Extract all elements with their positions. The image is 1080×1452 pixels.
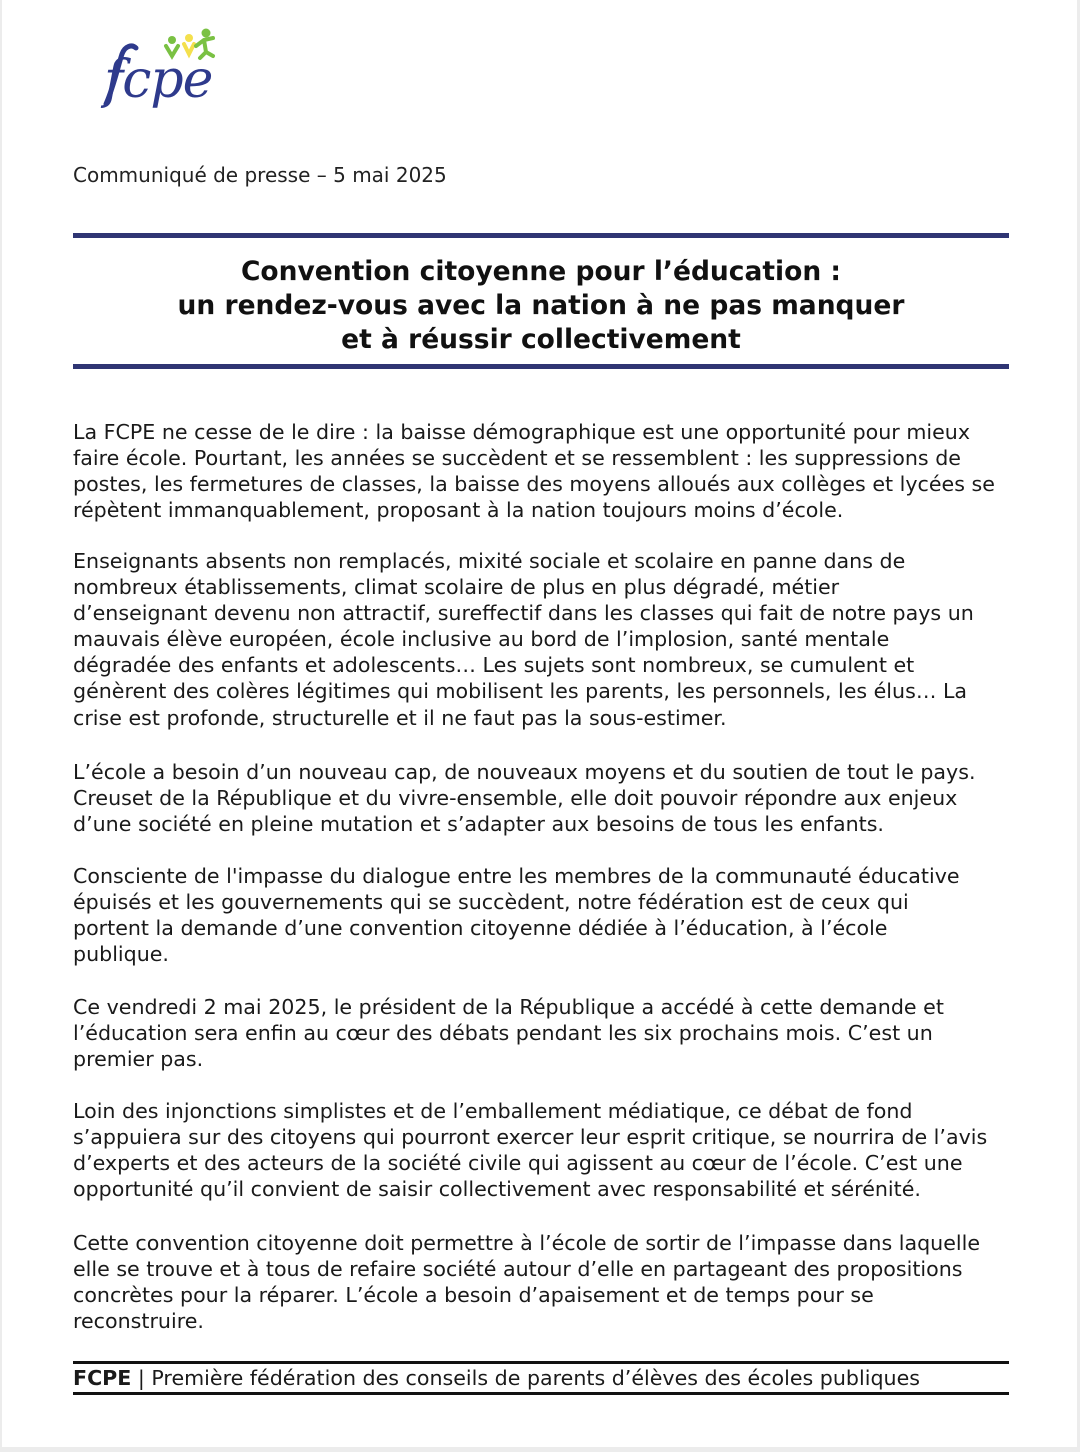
paragraph-line: génèrent des colères légitimes qui mobilisent les parents, les personnels, les élus… La: [73, 679, 968, 704]
fcpe-logo: [92, 26, 222, 118]
paragraph-line: elle se trouve et à tous de refaire société autour d’elle en partageant des propositions: [73, 1257, 963, 1282]
paragraph-line: répètent immanquablement, proposant à la nation toujours moins d’école.: [73, 498, 844, 523]
paragraph-7: [73, 1230, 1013, 1334]
paragraph-line: faire école. Pourtant, les années se succèdent et se ressemblent : les suppressions de: [73, 446, 961, 471]
paragraph-2: [73, 548, 1013, 731]
paragraph-line: Cette convention citoyenne doit permettre à l’école de sortir de l’impasse dans laquelle: [73, 1231, 980, 1255]
footer: [73, 1361, 1009, 1395]
paragraph-line: Consciente de l'impasse du dialogue entre les membres de la communauté éducative: [73, 864, 960, 888]
paragraph-line: nombreux établissements, climat scolaire de plus en plus dégradé, métier: [73, 575, 840, 600]
paragraph-line: Ce vendredi 2 mai 2025, le président de la République a accédé à cette demande et: [73, 995, 944, 1019]
paragraph-line: l’éducation sera enfin au cœur des débats pendant les six prochains mois. C’est un: [73, 1021, 933, 1046]
footer-separator: |: [131, 1366, 152, 1390]
paragraph-line: mauvais élève européen, école inclusive au bord de l’implosion, santé mentale: [73, 627, 890, 652]
paragraph-line: opportunité qu’il convient de saisir collectivement avec responsabilité et sérénité.: [73, 1177, 921, 1202]
paragraph-line: épuisés et les gouvernements qui se succèdent, notre fédération est de ceux qui: [73, 890, 909, 915]
document-page: [2, 0, 1077, 1447]
paragraph-line: La FCPE ne cesse de le dire : la baisse démographique est une opportunité pour mieux: [73, 420, 971, 444]
paragraph-line: L’école a besoin d’un nouveau cap, de nouveaux moyens et du soutien de tout le pays.: [73, 760, 976, 784]
paragraph-5: [73, 994, 1013, 1072]
paragraph-line: Loin des injonctions simplistes et de l’emballement médiatique, ce débat de fond: [73, 1099, 913, 1123]
footer-org: FCPE: [73, 1366, 132, 1390]
paragraph-line: premier pas.: [73, 1047, 204, 1072]
paragraph-6: [73, 1098, 1013, 1202]
paragraph-1: [73, 419, 1013, 523]
paragraph-4: [73, 863, 1013, 967]
paragraph-line: postes, les fermetures de classes, la baisse des moyens alloués aux collèges et lycées se: [73, 472, 995, 497]
title-line-2: un rendez-vous avec la nation à ne pas manquer: [177, 290, 905, 321]
paragraph-line: d’enseignant devenu non attractif, sureffectif dans les classes qui fait de notre pays un: [73, 601, 974, 626]
paragraph-line: d’experts et des acteurs de la société civile qui agissent au cœur de l’école. C’est une: [73, 1151, 963, 1176]
title-line-3: et à réussir collectivement: [341, 324, 741, 355]
paragraph-line: publique.: [73, 942, 169, 967]
paragraph-line: reconstruire.: [73, 1309, 204, 1334]
paragraph-line: Creuset de la République et du vivre-ensemble, elle doit pouvoir répondre aux enjeux: [73, 786, 958, 811]
paragraph-line: crise est profonde, structurelle et il ne faut pas la sous-estimer.: [73, 705, 727, 730]
paragraph-line: s’appuiera sur des citoyens qui pourront exercer leur esprit critique, se nourrira de l’avis: [73, 1125, 988, 1150]
press-release-date: Communiqué de presse – 5 mai 2025: [73, 163, 447, 187]
title-line-1: Convention citoyenne pour l’éducation :: [240, 256, 842, 287]
title-block: [73, 233, 1009, 369]
paragraph-line: concrètes pour la réparer. L’école a besoin d’apaisement et de temps pour se: [73, 1283, 874, 1308]
paragraph-3: [73, 759, 1013, 837]
footer-tagline: Première fédération des conseils de parents d’élèves des écoles publiques: [151, 1366, 920, 1390]
logo-wordmark: fcpe: [104, 50, 213, 110]
paragraph-line: portent la demande d’une convention citoyenne dédiée à l’éducation, à l’école: [73, 916, 888, 941]
paragraph-line: Enseignants absents non remplacés, mixité sociale et scolaire en panne dans de: [73, 549, 906, 573]
paragraph-line: d’une société en pleine mutation et s’adapter aux besoins de tous les enfants.: [73, 812, 884, 837]
paragraph-line: dégradée des enfants et adolescents… Les sujets sont nombreux, se cumulent et: [73, 653, 915, 678]
